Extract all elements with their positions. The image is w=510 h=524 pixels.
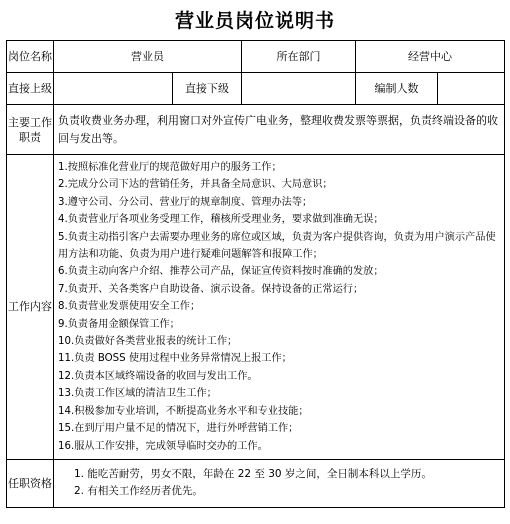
list-item: 2.完成分公司下达的营销任务，并具备全局意识、大局意识； bbox=[58, 179, 333, 191]
qualifications-cell bbox=[54, 459, 505, 507]
qualifications-list bbox=[54, 464, 504, 502]
list-item: 1. 能吃苦耐劳，男女不限，年龄在 22 至 30 岁之间，全日制本科以上学历。 bbox=[74, 468, 432, 481]
post-name-label: 岗位名称 bbox=[7, 41, 54, 73]
list-item: 8.负责营业发票使用安全工作； bbox=[58, 301, 201, 313]
list-item: 3.遵守公司、分公司、营业厅的规章制度、管理办法等； bbox=[58, 196, 313, 208]
row-main-duties bbox=[7, 105, 505, 155]
department-value: 经营中心 bbox=[356, 41, 505, 73]
list-item: 12.负责本区域终端设备的收回与发出工作。 bbox=[58, 370, 258, 382]
list-item: 10.负责做好各类营业报表的统计工作； bbox=[58, 336, 238, 348]
list-item: 2. 有相关工作经历者优先。 bbox=[74, 485, 203, 498]
work-content-list bbox=[54, 155, 504, 459]
row-work-content bbox=[7, 155, 505, 460]
work-content-label: 工作内容 bbox=[7, 155, 54, 460]
list-item: 4.负责营业厅各项业务受理工作，稽核所受理业务，要求做到准确无误； bbox=[58, 214, 384, 226]
list-item: 14.积极参加专业培训，不断提高业务水平和专业技能； bbox=[58, 405, 309, 417]
list-item: 9.负责备用金额保管工作； bbox=[58, 318, 180, 330]
list-item: 6.负责主动向客户介绍、推荐公司产品，保证宣传资料按时准确的发放； bbox=[58, 266, 384, 278]
list-item: 1.按照标准化营业厅的规范做好用户的服务工作； bbox=[58, 162, 282, 173]
list-item: 13.负责工作区域的清洁卫生工作； bbox=[58, 388, 217, 400]
document-title: 营业员岗位说明书 bbox=[174, 10, 335, 32]
list-item: 11.负责 BOSS 使用过程中业务异常情况上报工作； bbox=[58, 353, 292, 365]
row-post-info bbox=[7, 41, 505, 73]
qualifications-label: 任职资格 bbox=[7, 459, 54, 507]
main-duties-label: 主要工作职责 bbox=[7, 105, 54, 155]
work-content-cell bbox=[54, 155, 505, 460]
direct-superior-label: 直接上级 bbox=[7, 73, 54, 105]
direct-subordinate-label: 直接下级 bbox=[173, 73, 242, 105]
row-qualifications bbox=[7, 459, 505, 507]
list-item: 15.在到厅用户量不足的情况下，进行外呼营销工作； bbox=[58, 423, 299, 435]
direct-subordinate-value bbox=[242, 73, 356, 105]
headcount-label: 编制人数 bbox=[356, 73, 438, 105]
department-label: 所在部门 bbox=[242, 41, 356, 73]
list-item: 16.服从工作安排，完成领导临时交办的工作。 bbox=[58, 440, 268, 452]
job-description-table bbox=[6, 40, 505, 508]
post-name-value: 营业员 bbox=[54, 41, 242, 73]
direct-superior-value bbox=[54, 73, 173, 105]
row-reporting bbox=[7, 73, 505, 105]
list-item: 5.负责主动指引客户去需要办理业务的席位或区域，负责为客户提供咨询，负责为用户演示产品使用方法和功能、负责为用户进行疑难问题解答和报障工作； bbox=[58, 231, 496, 261]
list-item: 7.负责开、关各类客户自助设备、演示设备。保持设备的正常运行； bbox=[58, 283, 364, 295]
headcount-value bbox=[438, 73, 505, 105]
main-duties-text: 负责收费业务办理，利用窗口对外宣传广电业务，整理收费发票等票据，负责终端设备的收回与发出等。 bbox=[54, 105, 505, 155]
